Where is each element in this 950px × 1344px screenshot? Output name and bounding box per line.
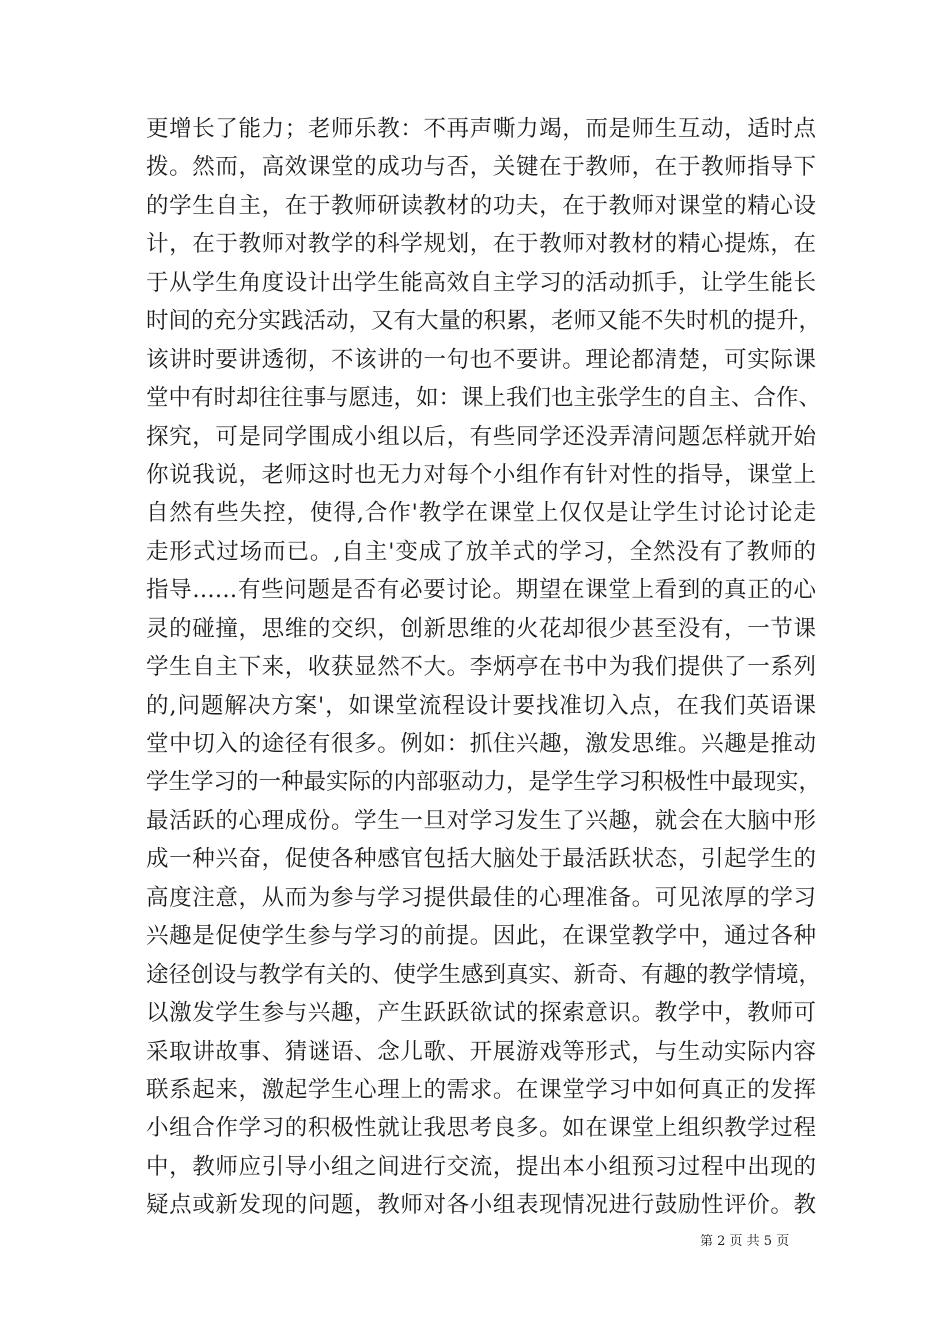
- text-line-28: 中，教师应引导小组之间进行交流，提出本小组预习过程中出现的: [146, 1153, 816, 1180]
- text-line-16: 的,问题解决方案'，如课堂流程设计要找准切入点，在我们英语课: [146, 692, 816, 719]
- text-line-7: 该讲时要讲透彻，不该讲的一句也不要讲。理论都清楚，可实际课: [146, 346, 816, 373]
- text-line-25: 采取讲故事、猜谜语、念儿歌、开展游戏等形式，与生动实际内容: [146, 1038, 816, 1065]
- text-line-27: 小组合作学习的积极性就让我思考良多。如在课堂上组织教学过程: [146, 1115, 816, 1142]
- text-line-18: 学生学习的一种最实际的内部驱动力，是学生学习积极性中最现实，: [146, 769, 822, 796]
- text-line-13: 指导……有些问题是否有必要讨论。期望在课堂上看到的真正的心: [146, 577, 816, 604]
- text-line-15: 学生自主下来，收获显然不大。李炳亭在书中为我们提供了一系列: [146, 654, 816, 681]
- text-line-29: 疑点或新发现的问题，教师对各小组表现情况进行鼓励性评价。教: [146, 1192, 816, 1219]
- text-line-8: 堂中有时却往往事与愿违，如：课上我们也主张学生的自主、合作、: [146, 385, 822, 412]
- text-line-1: 更增长了能力；老师乐教：不再声嘶力竭，而是师生互动，适时点: [146, 116, 816, 142]
- text-line-19: 最活跃的心理成份。学生一旦对学习发生了兴趣，就会在大脑中形: [146, 807, 816, 834]
- text-line-23: 途径创设与教学有关的、使学生感到真实、新奇、有趣的教学情境，: [146, 961, 822, 988]
- text-line-6: 时间的充分实践活动，又有大量的积累，老师又能不失时机的提升，: [146, 308, 822, 335]
- text-line-4: 计，在于教师对教学的科学规划，在于教师对教材的精心提炼，在: [146, 231, 816, 258]
- text-line-22: 兴趣是促使学生参与学习的前提。因此，在课堂教学中，通过各种: [146, 923, 816, 950]
- page-number-footer: 第 2 页 共 5 页: [700, 1234, 790, 1249]
- text-line-2: 拨。然而，高效课堂的成功与否，关键在于教师，在于教师指导下: [146, 154, 816, 181]
- body-text: [146, 110, 822, 1225]
- text-line-12: 走形式过场而已。,自主'变成了放羊式的学习，全然没有了教师的: [146, 538, 816, 565]
- text-line-11: 自然有些失控，使得,合作'教学在课堂上仅仅是让学生讨论讨论走: [146, 500, 816, 527]
- text-line-21: 高度注意，从而为参与学习提供最佳的心理准备。可见浓厚的学习: [146, 884, 816, 911]
- text-line-17: 堂中切入的途径有很多。例如：抓住兴趣，激发思维。兴趣是推动: [146, 731, 816, 757]
- text-line-5: 于从学生角度设计出学生能高效自主学习的活动抓手，让学生能长: [146, 269, 816, 296]
- text-line-3: 的学生自主，在于教师研读教材的功夫，在于教师对课堂的精心设: [146, 192, 816, 219]
- text-line-26: 联系起来，激起学生心理上的需求。在课堂学习中如何真正的发挥: [146, 1076, 816, 1103]
- text-line-14: 灵的碰撞，思维的交织，创新思维的火花却很少甚至没有，一节课: [146, 615, 816, 642]
- text-line-9: 探究，可是同学围成小组以后，有些同学还没弄清问题怎样就开始: [146, 423, 816, 450]
- text-line-20: 成一种兴奋，促使各种感官包括大脑处于最活跃状态，引起学生的: [146, 846, 816, 873]
- text-line-10: 你说我说，老师这时也无力对每个小组作有针对性的指导，课堂上: [146, 461, 816, 488]
- text-line-24: 以激发学生参与兴趣，产生跃跃欲试的探索意识。教学中，教师可: [146, 1000, 816, 1027]
